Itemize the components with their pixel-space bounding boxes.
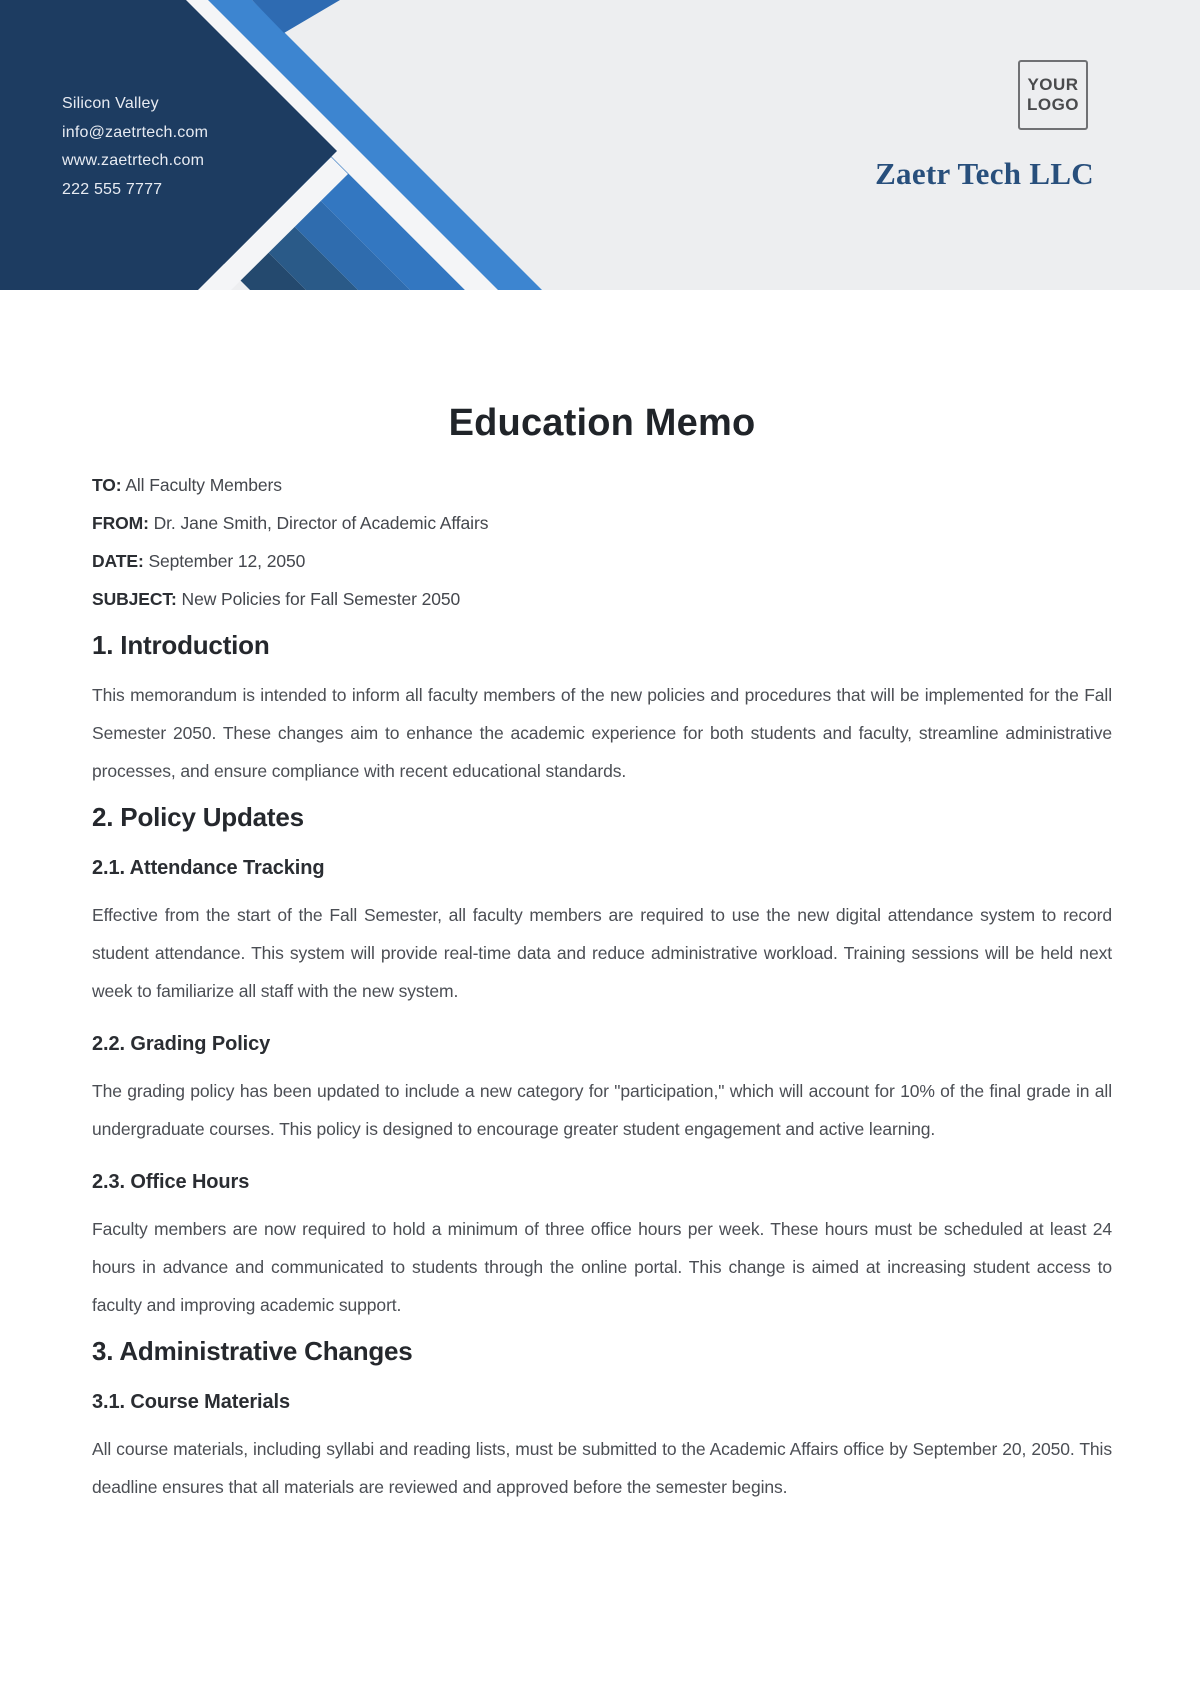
logo-text-line1: YOUR — [1027, 75, 1079, 94]
memo-field-to — [92, 466, 1112, 504]
paragraph-introduction: This memorandum is intended to inform all faculty members of the new policies and procedures that will be implemented for the Fall Semester 2050. These changes aim to enhance the academic experience for both students and faculty, streamline administrative processes, and ensure compliance with recent educational standards. — [92, 685, 1112, 781]
letterhead-header — [0, 0, 1200, 290]
logo-placeholder — [1018, 60, 1088, 130]
memo-field-to-label: TO: — [92, 475, 122, 495]
memo-title: Education Memo — [448, 402, 756, 444]
memo-fields — [92, 466, 1112, 618]
section-heading-administrative-changes: 3. Administrative Changes — [92, 1336, 413, 1366]
memo-field-date-label: DATE: — [92, 551, 144, 571]
company-name: Zaetr Tech LLC — [875, 156, 1094, 191]
memo-field-date — [92, 542, 1112, 580]
memo-field-from-value: Dr. Jane Smith, Director of Academic Affairs — [153, 513, 489, 533]
memo-field-from — [92, 504, 1112, 542]
subsection-heading-attendance-tracking: 2.1. Attendance Tracking — [92, 857, 325, 879]
contact-email: info@zaetrtech.com — [62, 123, 209, 141]
memo-field-date-value: September 12, 2050 — [148, 551, 306, 571]
contact-block — [62, 90, 208, 204]
paragraph-attendance-tracking: Effective from the start of the Fall Semester, all faculty members are required to use the new digital attendance system to record student attendance. This system will provide real-time data and reduce administrative workload. Training sessions will be held next week to familiarize all staff with the new system. — [92, 905, 1112, 1001]
paragraph-office-hours: Faculty members are now required to hold a minimum of three office hours per week. These hours must be scheduled at least 24 hours in advance and communicated to students through the online portal. This change is aimed at increasing student access to faculty and improving academic support. — [92, 1219, 1112, 1315]
section-heading-policy-updates: 2. Policy Updates — [92, 802, 304, 832]
memo-field-subject-value: New Policies for Fall Semester 2050 — [181, 589, 461, 609]
contact-website: www.zaetrtech.com — [62, 152, 205, 169]
logo-text-line2: LOGO — [1026, 95, 1080, 114]
subsection-heading-course-materials: 3.1. Course Materials — [92, 1391, 290, 1413]
section-heading-introduction: 1. Introduction — [92, 630, 270, 660]
memo-document — [0, 400, 1200, 1506]
paragraph-course-materials: All course materials, including syllabi and reading lists, must be submitted to the Academic Affairs office by September 20, 2050. This deadline ensures that all materials are reviewed and approved before the semester begins. — [92, 1439, 1112, 1497]
memo-field-to-value: All Faculty Members — [125, 475, 282, 495]
paragraph-grading-policy: The grading policy has been updated to include a new category for "participation," which will account for 10% of the final grade in all undergraduate courses. This policy is designed to encourage greater student engagement and active learning. — [92, 1081, 1112, 1139]
contact-phone: 222 555 7777 — [62, 180, 163, 198]
subsection-heading-office-hours: 2.3. Office Hours — [92, 1171, 250, 1193]
memo-field-subject — [92, 580, 1112, 618]
memo-field-from-label: FROM: — [92, 513, 149, 533]
contact-location: Silicon Valley — [62, 95, 159, 112]
subsection-heading-grading-policy: 2.2. Grading Policy — [92, 1033, 271, 1055]
memo-field-subject-label: SUBJECT: — [92, 589, 177, 609]
